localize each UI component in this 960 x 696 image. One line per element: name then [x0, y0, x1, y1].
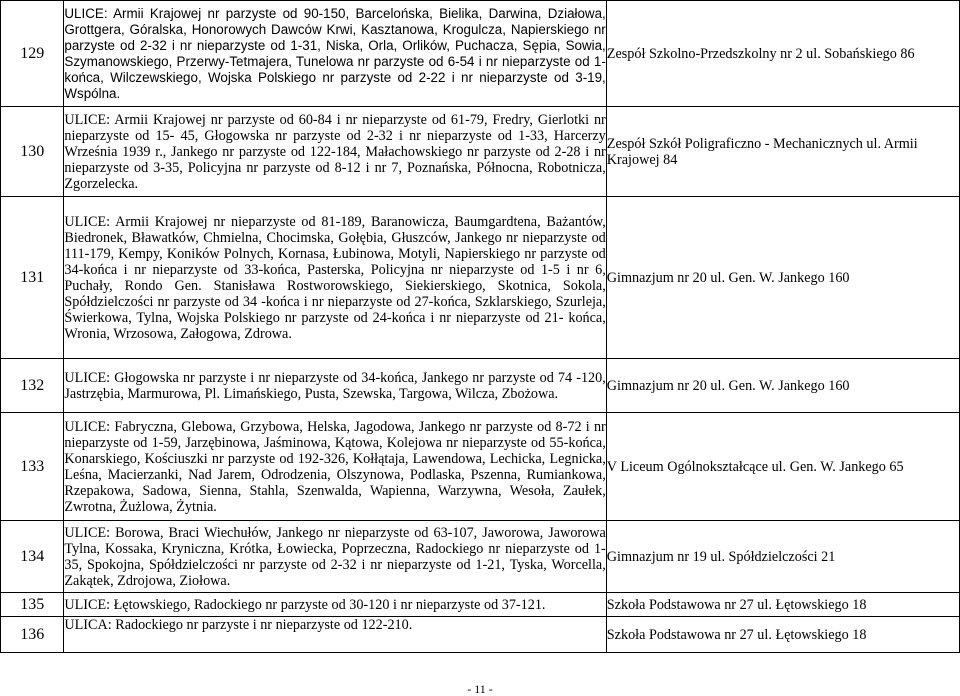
- streets-list: ULICA: Radockiego nr parzyste i nr nieparzyste od 122-210.: [64, 617, 606, 653]
- streets-list: ULICE: Armii Krajowej nr parzyste od 90-150, Barcelońska, Bielika, Darwina, Działowa, Grottgera, Góralska, Honorowych Dawców Krwi, Kasztanowa, Krogulcza, Napierskiego nr parzyste od 2-32 i nr nieparzyste od 1-31, Niska, Orla, Orlików, Puchacza, Sępia, Sowia, Szymanowskiego, Przerwy-Tetmajera, Tunelowa nr parzyste od 6-54 i nr nieparzyste od 1-końca, Wilczewskiego, Wojska Polskiego nr parzyste od 2-22 i nr nieparzyste od 3-19, Wspólna.: [64, 1, 606, 107]
- streets-list: ULICE: Łętowskiego, Radockiego nr parzyste od 30-120 i nr nieparzyste od 37-121.: [64, 593, 606, 617]
- table-row: [1, 593, 960, 617]
- school-address: Gimnazjum nr 20 ul. Gen. W. Jankego 160: [606, 197, 959, 359]
- streets-list: ULICE: Fabryczna, Glebowa, Grzybowa, Helska, Jagodowa, Jankego nr parzyste od 8-72 i nr nieparzyste od 1-59, Jarzębinowa, Jaśminowa, Kątowa, Kolejowa nr nieparzyste od 55-końca, Konarskiego, Kościuszki nr parzyste od 192-326, Kołłątaja, Lawendowa, Lechicka, Legnicka, Leśna, Macierzanki, Nad Jarem, Odrodzenia, Olszynowa, Podlaska, Pszenna, Rumiankowa, Rzepakowa, Sadowa, Sienna, Stahla, Szenwalda, Wapienna, Warzywna, Wesoła, Zaułek, Zwrotna, Żużlowa, Żytnia.: [64, 413, 606, 521]
- school-address: Gimnazjum nr 20 ul. Gen. W. Jankego 160: [606, 359, 959, 413]
- table-row: [1, 1, 960, 107]
- row-number: 132: [1, 359, 64, 413]
- school-address: Zespół Szkół Poligraficzno - Mechanicznych ul. Armii Krajowej 84: [606, 107, 959, 197]
- table-row: [1, 521, 960, 593]
- school-address: Gimnazjum nr 19 ul. Spółdzielczości 21: [606, 521, 959, 593]
- streets-list: ULICE: Armii Krajowej nr nieparzyste od 81-189, Baranowicza, Baumgardtena, Bażantów, Biedronek, Bławatków, Chmielna, Chocimska, Gołębia, Głuszców, Jankego nr nieparzyste od 111-179, Kempy, Koników Polnych, Kornasa, Łubinowa, Motyli, Napierskiego nr parzyste od 34-końca i nr nieparzyste od 33-końca, Pasterska, Policyjna nr nieparzyste od 1-5 i nr 6, Puchały, Rondo Gen. Stanisława Rostworowskiego, Siekierskiego, Skotnica, Sokola, Spółdzielczości nr parzyste od 34 -końca i nr nieparzyste od 27-końca, Szklarskiego, Szurleja, Świerkowa, Tylna, Wojska Polskiego nr parzyste od 24-końca i nr nieparzyste od 21- końca, Wronia, Wrzosowa, Załogowa, Zdrowa.: [64, 197, 606, 359]
- row-number: 130: [1, 107, 64, 197]
- school-address: Szkoła Podstawowa nr 27 ul. Łętowskiego 18: [606, 617, 959, 653]
- page-number: - 11 -: [467, 682, 493, 696]
- row-number: 134: [1, 521, 64, 593]
- table-row: [1, 197, 960, 359]
- streets-list: ULICE: Armii Krajowej nr parzyste od 60-84 i nr nieparzyste od 61-79, Fredry, Gierlotki nr nieparzyste od 15- 45, Głogowska nr parzyste od 2-32 i nr nieparzyste od 1-33, Harcerzy Września 1939 r., Jankego nr parzyste od 122-184, Małachowskiego nr parzyste od 2-28 i nr nieparzyste od 3-35, Policyjna nr parzyste od 8-12 i nr 7, Poznańska, Północna, Robotnicza, Zgorzelecka.: [64, 107, 606, 197]
- streets-list: ULICE: Głogowska nr parzyste i nr nieparzyste od 34-końca, Jankego nr parzyste od 74 -120, Jastrzębia, Marmurowa, Pl. Limańskiego, Pusta, Szewska, Targowa, Wilcza, Zbożowa.: [64, 359, 606, 413]
- table-row: [1, 107, 960, 197]
- row-number: 133: [1, 413, 64, 521]
- streets-list: ULICE: Borowa, Braci Wiechułów, Jankego nr nieparzyste od 63-107, Jaworowa, Jaworowa Tylna, Kossaka, Kryniczna, Krótka, Łowiecka, Poprzeczna, Radockiego nr nieparzyste od 1-35, Spokojna, Spółdzielczości nr parzyste od 2-32 i nr nieparzyste od 1-21, Tyska, Worcella, Zakątek, Zdrojowa, Ziołowa.: [64, 521, 606, 593]
- row-number: 129: [1, 1, 64, 107]
- school-address: Szkoła Podstawowa nr 27 ul. Łętowskiego 18: [606, 593, 959, 617]
- table-row: [1, 359, 960, 413]
- row-number: 131: [1, 197, 64, 359]
- row-number: 135: [1, 593, 64, 617]
- table-row: [1, 617, 960, 653]
- table-row: [1, 413, 960, 521]
- row-number: 136: [1, 617, 64, 653]
- school-address: Zespół Szkolno-Przedszkolny nr 2 ul. Sobańskiego 86: [606, 1, 959, 107]
- school-address: V Liceum Ogólnokształcące ul. Gen. W. Jankego 65: [606, 413, 959, 521]
